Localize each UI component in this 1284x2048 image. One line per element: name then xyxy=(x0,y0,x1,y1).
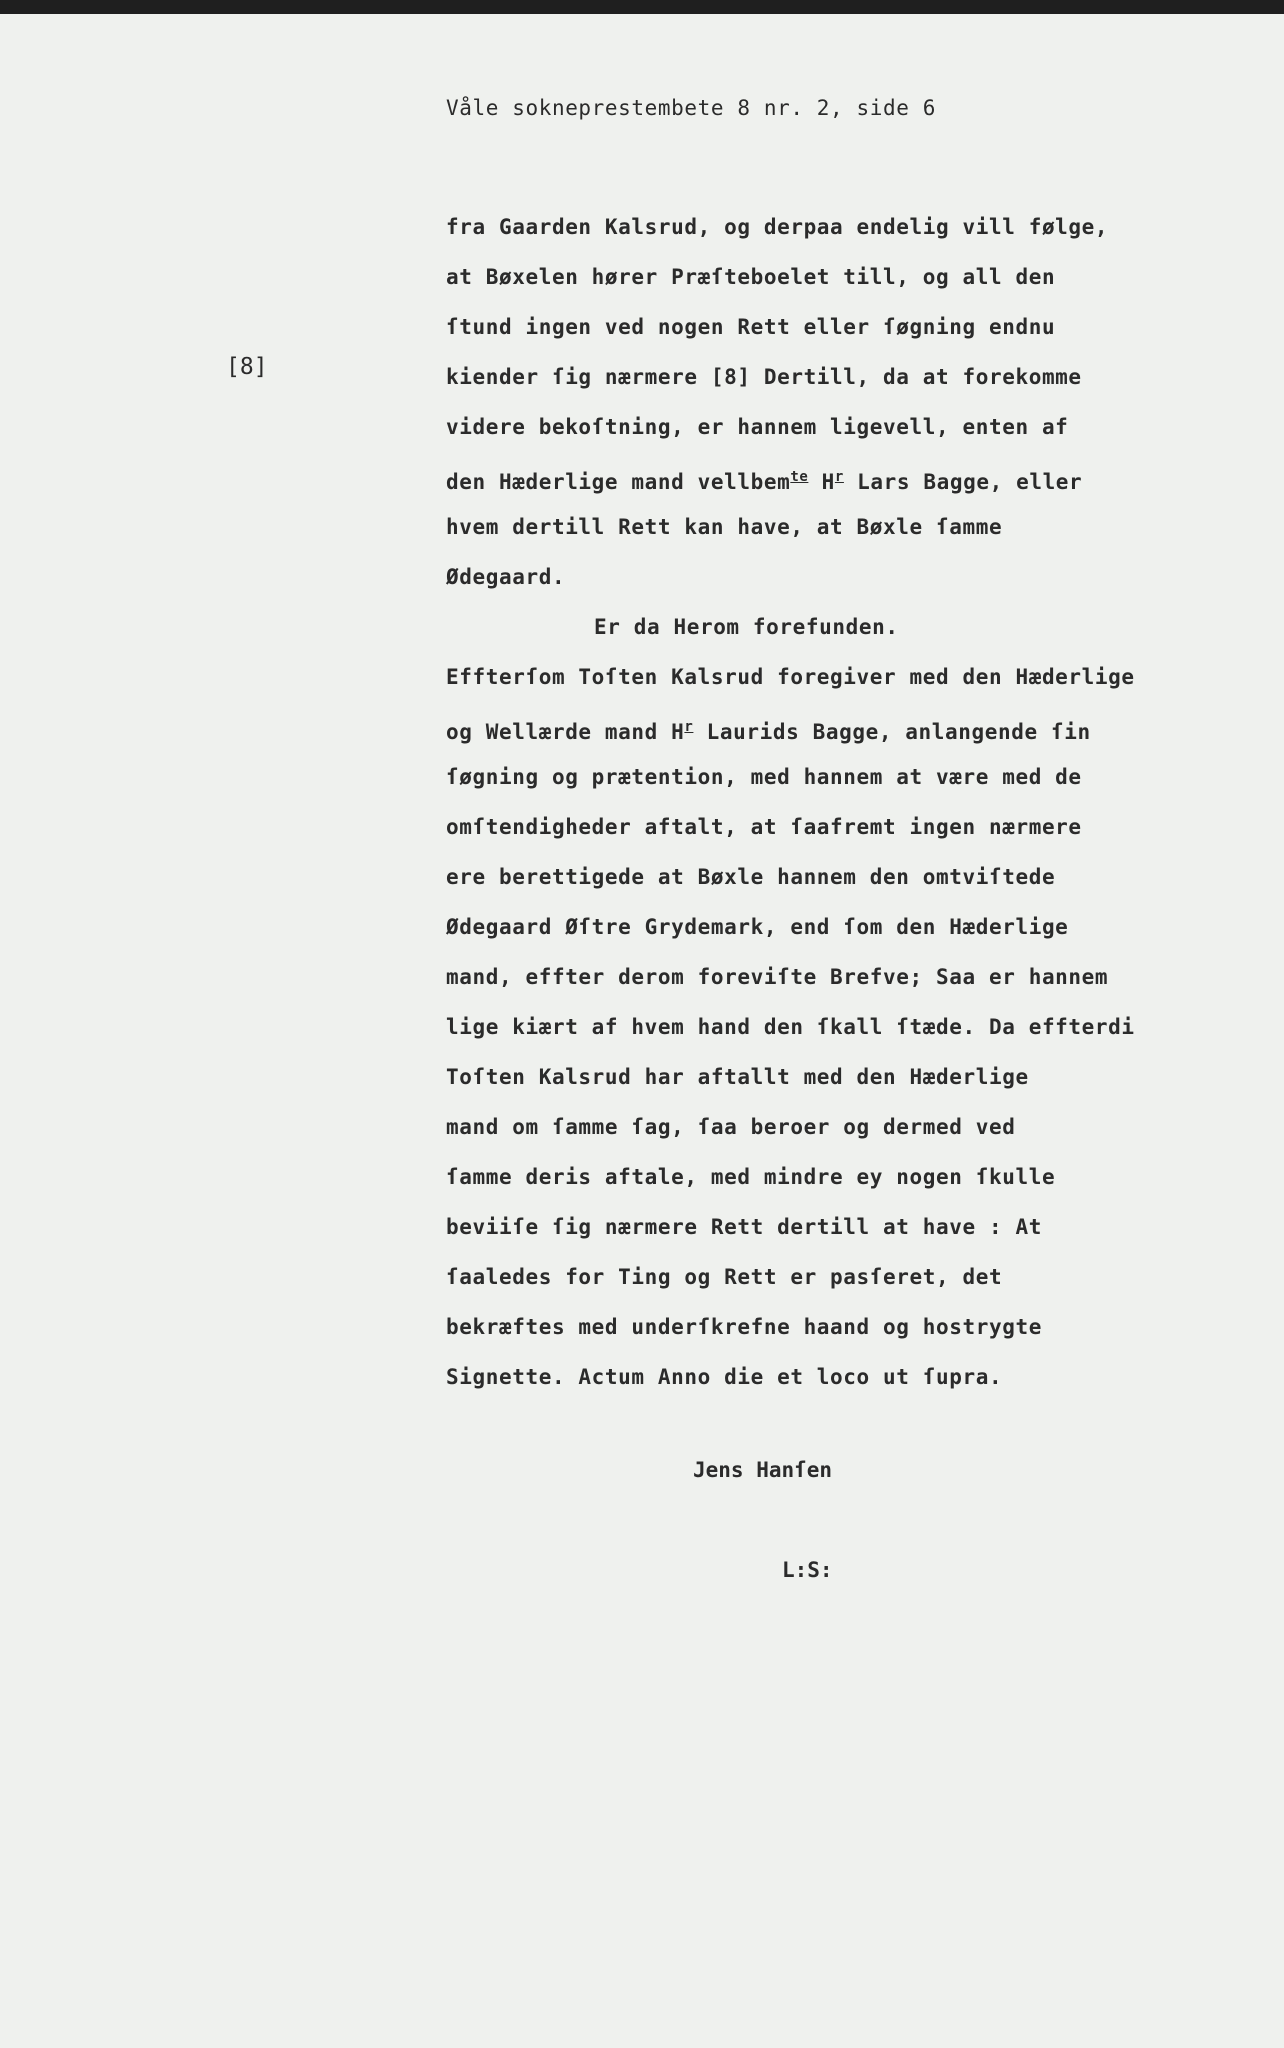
scan-top-edge xyxy=(0,0,1284,14)
text-line: Effterſom Toſten Kalsrud foregiver med den Hæderlige xyxy=(446,665,1135,689)
text-line: fra Gaarden Kalsrud, og derpaa endelig vill følge, xyxy=(446,215,1109,239)
text-line: Ødegaard Øſtre Grydemark, end ſom den Hæderlige xyxy=(446,915,1069,939)
text-line xyxy=(446,452,1135,502)
margin-note: [8] xyxy=(226,354,268,380)
text-line: ſøgning og prætention, med hannem at være med de xyxy=(446,765,1082,789)
text-line: hvem dertill Rett kan have, at Bøxle ſamme xyxy=(446,515,1003,539)
text-line: videre bekoſtning, er hannem ligevell, enten af xyxy=(446,415,1069,439)
text-line: at Bøxelen hører Præſteboelet till, og all den xyxy=(446,265,1056,289)
seal-mark: L:S: xyxy=(782,1558,833,1582)
text-line-part: H xyxy=(808,470,835,494)
page-header: Våle sokneprestembete 8 nr. 2, side 6 xyxy=(446,96,936,120)
text-line: bekræftes med underſkrefne haand og hostrygte xyxy=(446,1315,1042,1339)
text-line: ere berettigede at Bøxle hannem den omtviſtede xyxy=(446,865,1056,889)
text-line: Er da Herom forefunden. xyxy=(594,615,899,639)
text-line: kiender ſig nærmere [8] Dertill, da at forekomme xyxy=(446,365,1082,389)
text-line: mand om ſamme ſag, ſaa beroer og dermed ved xyxy=(446,1115,1016,1139)
text-line-part: og Wellærde mand H xyxy=(446,720,685,744)
text-line-part: Lars Bagge, eller xyxy=(843,470,1083,494)
text-line: omſtendigheder aftalt, at ſaafremt ingen nærmere xyxy=(446,815,1082,839)
text-line xyxy=(446,702,1135,752)
text-line: ſaaledes for Ting og Rett er pasſeret, det xyxy=(446,1265,1003,1289)
text-line: Toſten Kalsrud har aftallt med den Hæderlige xyxy=(446,1065,1029,1089)
text-line: Signette. Actum Anno die et loco ut ſupra. xyxy=(446,1365,1003,1389)
text-line: ſtund ingen ved nogen Rett eller ſøgning endnu xyxy=(446,315,1056,339)
text-line: beviiſe ſig nærmere Rett dertill at have : At xyxy=(446,1215,1042,1239)
text-line: ſamme deris aftale, med mindre ey nogen ſkulle xyxy=(446,1165,1056,1189)
superscript: r xyxy=(834,469,844,485)
text-line-part: Laurids Bagge, anlangende ſin xyxy=(693,720,1091,744)
signature: Jens Hanſen xyxy=(693,1458,833,1482)
text-line: mand, effter derom foreviſte Brefve; Saa er hannem xyxy=(446,965,1109,989)
superscript: te xyxy=(790,469,809,485)
text-line-part: den Hæderlige mand vellbem xyxy=(446,470,791,494)
text-line: lige kiært af hvem hand den ſkall ſtæde. Da effterdi xyxy=(446,1015,1135,1039)
superscript: r xyxy=(684,719,694,735)
body-text xyxy=(446,202,1135,1402)
text-line: Ødegaard. xyxy=(446,565,566,589)
